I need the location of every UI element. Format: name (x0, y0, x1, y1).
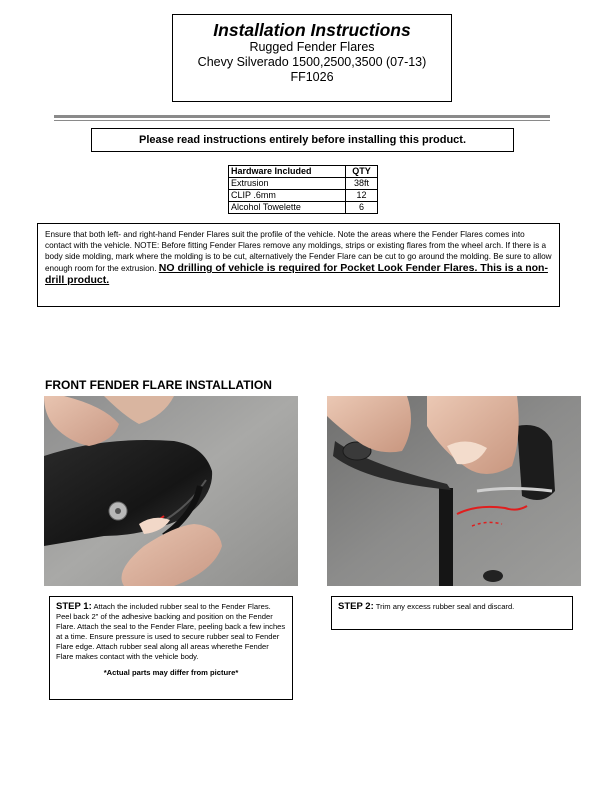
step2-label: STEP 2: (338, 601, 374, 612)
title-box (172, 14, 452, 102)
step2-text: Trim any excess rubber seal and discard. (375, 602, 515, 611)
hardware-table-header (229, 166, 378, 178)
read-instructions-notice: Please read instructions entirely before installing this product. (91, 128, 514, 152)
qty-header: QTY (346, 166, 378, 178)
step1-box (49, 596, 293, 700)
product-name: Rugged Fender Flares (249, 40, 375, 54)
hardware-item: Alcohol Towelette (229, 202, 346, 214)
step1-text: Attach the included rubber seal to the Fender Flares. Peel back 2" of the adhesive backing and position on the Fender Flare. Attach the seal to the Fender Flare, peeling back a few inches at a time. Ensure pressure is used to secure rubber seal to Fender Flare edge. Attach rubber seal along all areas wherethe Fender Flare makes contact with the vehicle body. (56, 602, 286, 661)
table-row (229, 190, 378, 202)
hardware-item: Extrusion (229, 178, 346, 190)
description-text: Ensure that both left- and right-hand Fender Flares suit the profile of the vehicle. Note the areas where the Fender Flares comes into contact with the vehicle. NOTE: Before fitting Fender Flares remove any moldings, strips or existing flares from the wheel arch. If there is a body side molding, mark where the molding is to be cut, alternatively the Fender Flare can be cut to go around the molding. Be sure to allow enough room for the extrusion. (45, 230, 552, 273)
hardware-header: Hardware Included (229, 166, 346, 178)
hardware-qty: 6 (346, 202, 378, 214)
hardware-qty: 38ft (346, 178, 378, 190)
document-title: Installation Instructions (213, 20, 411, 40)
hardware-item: CLIP .6mm (229, 190, 346, 202)
no-drill-notice: NO drilling of vehicle is required for Pocket Look Fender Flares. This is a non-drill product. (45, 262, 548, 286)
hardware-table (228, 165, 378, 214)
vehicle-fitment: Chevy Silverado 1500,2500,3500 (07-13) (197, 55, 427, 69)
table-row (229, 178, 378, 190)
section-title: FRONT FENDER FLARE INSTALLATION (45, 378, 272, 392)
description-box (37, 223, 560, 307)
step2-box (331, 596, 573, 630)
step1-label: STEP 1: (56, 601, 92, 612)
part-number: FF1026 (290, 70, 334, 84)
divider-rule-thin (54, 120, 550, 121)
divider-rule (54, 115, 550, 118)
step1-photo (44, 396, 298, 586)
hardware-qty: 12 (346, 190, 378, 202)
step2-photo (327, 396, 581, 586)
parts-disclaimer: *Actual parts may differ from picture* (103, 668, 239, 677)
table-row (229, 202, 378, 214)
